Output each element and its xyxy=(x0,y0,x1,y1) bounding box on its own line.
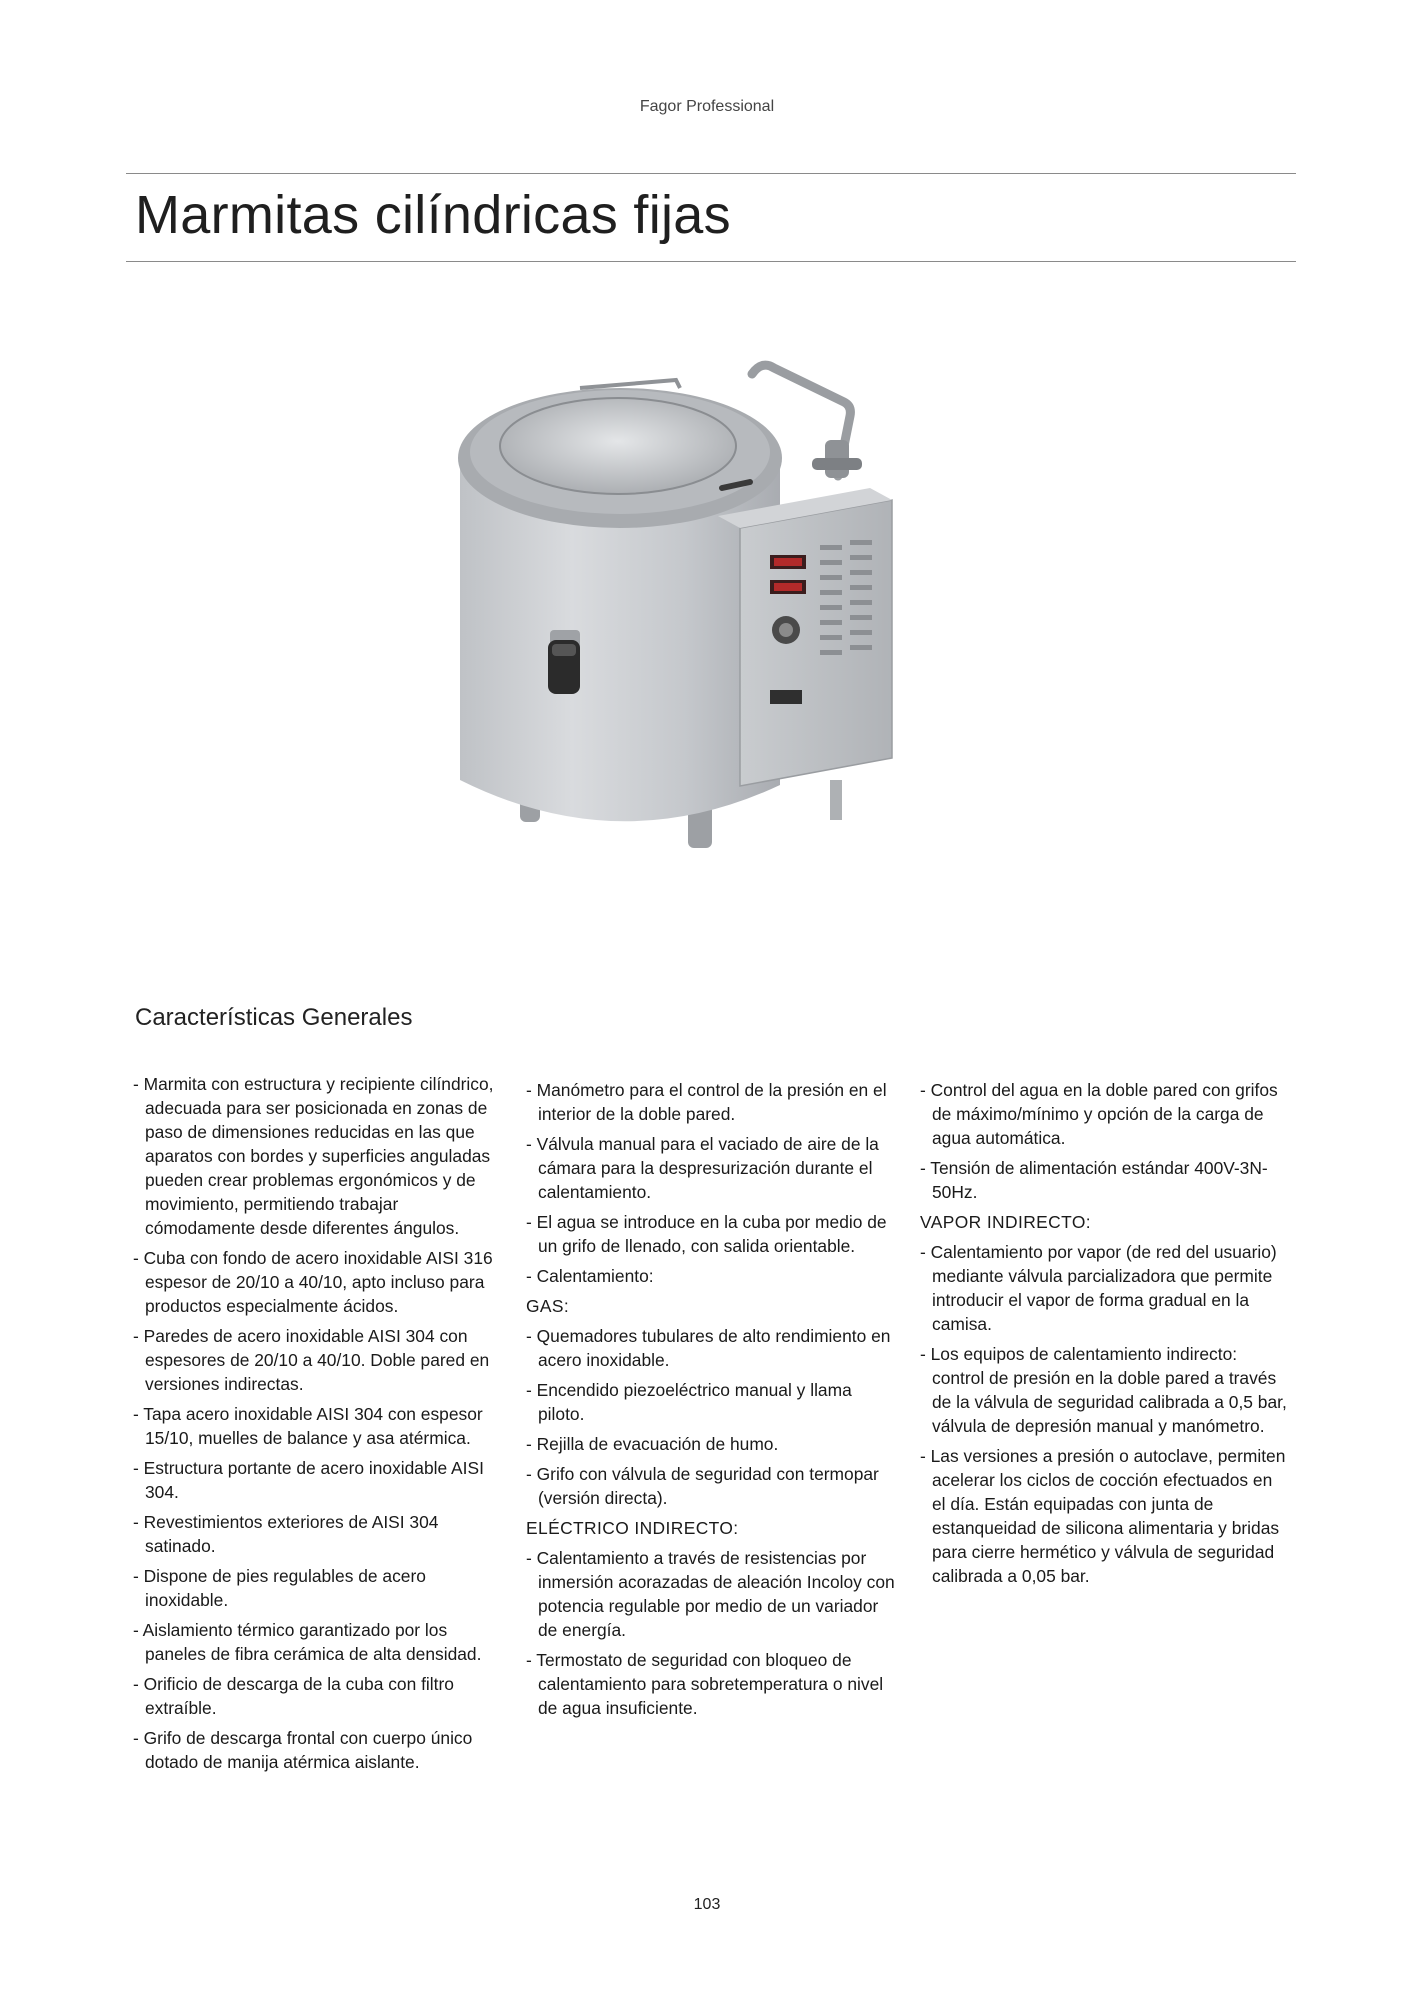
feature-item: - Calentamiento: xyxy=(526,1266,654,1286)
feature-item: - Estructura portante de acero inoxidable AISI 304. xyxy=(133,1458,484,1502)
brand-header: Fagor Professional xyxy=(639,98,775,115)
title-bottom-rule xyxy=(126,261,1296,262)
feature-item: - Las versiones a presión o autoclave, permiten acelerar los ciclos de cocción efectuados en el día. Están equipadas con junta de estanqueidad de silicona alimentaria y bridas para cierre hermético y válvula de seguridad calibrada a 0,05 bar. xyxy=(920,1446,1286,1586)
feature-item: - Quemadores tubulares de alto rendimiento en acero inoxidable. xyxy=(526,1326,891,1370)
subsection-heading: GAS: xyxy=(526,1296,570,1316)
feature-item: - Revestimientos exteriores de AISI 304 satinado. xyxy=(133,1512,439,1556)
feature-item: - Aislamiento térmico garantizado por los paneles de fibra cerámica de alta densidad. xyxy=(133,1620,482,1664)
feature-item: - Válvula manual para el vaciado de aire de la cámara para la despresurización durante el calentamiento. xyxy=(526,1134,879,1202)
feature-item: - Termostato de seguridad con bloqueo de calentamiento para sobretemperatura o nivel de agua insuficiente. xyxy=(526,1650,884,1718)
title-top-rule xyxy=(126,173,1296,174)
page-title: Marmitas cilíndricas fijas xyxy=(135,185,731,245)
feature-item: - Tensión de alimentación estándar 400V-3N-50Hz. xyxy=(920,1158,1268,1202)
feature-item: - Encendido piezoeléctrico manual y llama piloto. xyxy=(526,1380,852,1424)
feature-item: - Orificio de descarga de la cuba con filtro extraíble. xyxy=(133,1674,454,1718)
features-column-2 xyxy=(526,1078,896,1726)
product-image xyxy=(440,340,910,860)
subsection-heading: ELÉCTRICO INDIRECTO: xyxy=(526,1518,739,1538)
feature-item: - Calentamiento por vapor (de red del usuario) mediante válvula parcializadora que permite introducir el vapor de forma gradual en la camisa. xyxy=(920,1242,1277,1334)
feature-item: - Los equipos de calentamiento indirecto: control de presión en la doble pared a través de la válvula de seguridad calibrada a 0,5 bar, válvula de depresión manual y manómetro. xyxy=(920,1344,1287,1436)
subsection-heading: VAPOR INDIRECTO: xyxy=(920,1212,1091,1232)
page-number: 103 xyxy=(693,1896,721,1913)
feature-item: - Cuba con fondo de acero inoxidable AISI 316 espesor de 20/10 a 40/10, apto incluso para productos especialmente ácidos. xyxy=(133,1248,493,1316)
feature-item: - Dispone de pies regulables de acero inoxidable. xyxy=(133,1566,426,1610)
features-column-1 xyxy=(133,1072,503,1780)
feature-item: - Grifo de descarga frontal con cuerpo único dotado de manija atérmica aislante. xyxy=(133,1728,473,1772)
feature-item: - Manómetro para el control de la presión en el interior de la doble pared. xyxy=(526,1080,887,1124)
feature-item: - Paredes de acero inoxidable AISI 304 con espesores de 20/10 a 40/10. Doble pared en versiones indirectas. xyxy=(133,1326,490,1394)
feature-item: - Marmita con estructura y recipiente cilíndrico, adecuada para ser posicionada en zonas de paso de dimensiones reducidas en las que aparatos con bordes y superficies anguladas pueden crear problemas ergonómicos y de movimiento, permitiendo trabajar cómodamente desde diferentes ángulos. xyxy=(133,1074,494,1238)
feature-item: - Grifo con válvula de seguridad con termopar (versión directa). xyxy=(526,1464,879,1508)
section-title: Características Generales xyxy=(135,1004,413,1031)
feature-item: - Rejilla de evacuación de humo. xyxy=(526,1434,779,1454)
feature-item: - Control del agua en la doble pared con grifos de máximo/mínimo y opción de la carga de agua automática. xyxy=(920,1080,1278,1148)
feature-item: - El agua se introduce en la cuba por medio de un grifo de llenado, con salida orientable. xyxy=(526,1212,887,1256)
feature-item: - Calentamiento a través de resistencias por inmersión acorazadas de aleación Incoloy con potencia regulable por medio de un variador de energía. xyxy=(526,1548,895,1640)
feature-item: - Tapa acero inoxidable AISI 304 con espesor 15/10, muelles de balance y asa atérmica. xyxy=(133,1404,483,1448)
features-column-3 xyxy=(920,1078,1290,1594)
